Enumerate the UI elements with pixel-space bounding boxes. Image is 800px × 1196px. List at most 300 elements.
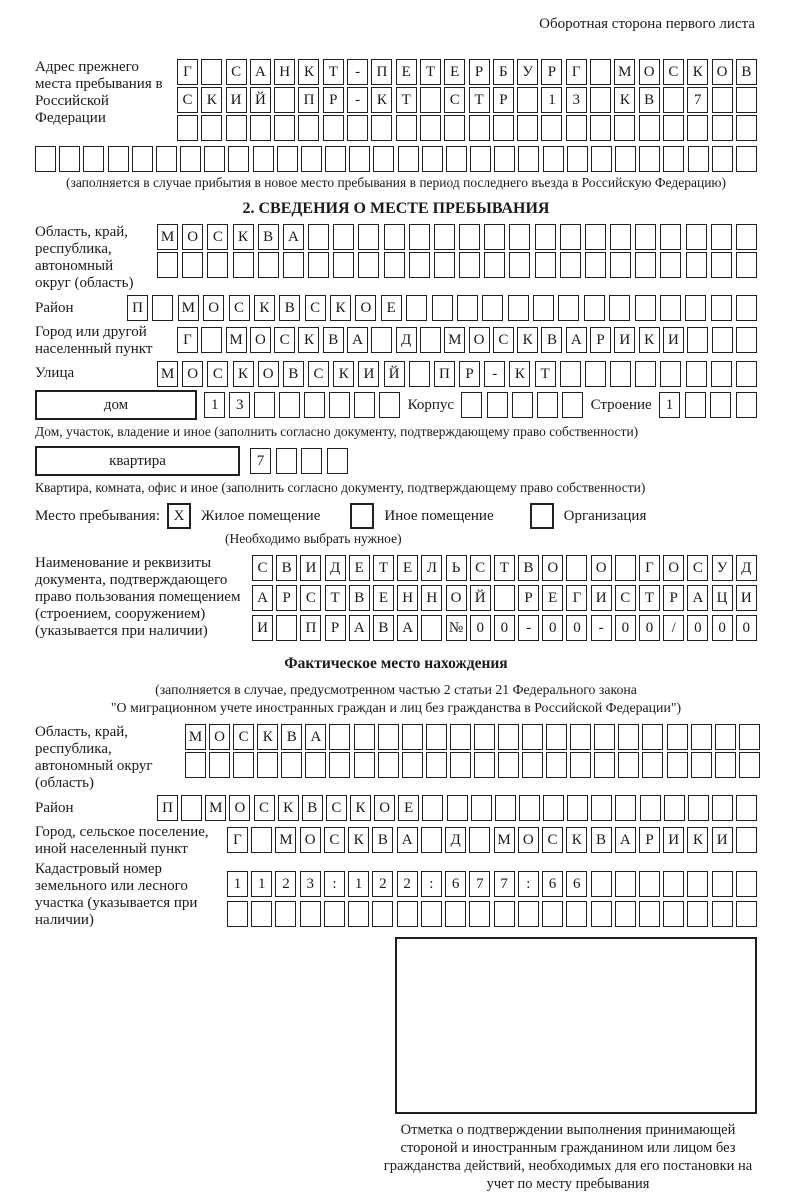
- char-cell[interactable]: [715, 752, 736, 778]
- char-cell[interactable]: К: [257, 724, 278, 750]
- char-cell[interactable]: [329, 392, 350, 418]
- char-cell[interactable]: [518, 901, 539, 927]
- char-cell[interactable]: Г: [177, 59, 198, 85]
- char-cell[interactable]: Т: [396, 87, 417, 113]
- char-cell[interactable]: [615, 901, 636, 927]
- char-cell[interactable]: Д: [736, 555, 757, 581]
- char-cell[interactable]: [274, 87, 295, 113]
- checkbox-residential[interactable]: X: [167, 503, 191, 529]
- char-cell[interactable]: [276, 615, 297, 641]
- char-cell[interactable]: [445, 901, 466, 927]
- char-cell[interactable]: [663, 87, 684, 113]
- char-cell[interactable]: [736, 795, 757, 821]
- char-cell[interactable]: №: [446, 615, 467, 641]
- char-cell[interactable]: [739, 752, 760, 778]
- char-cell[interactable]: :: [421, 871, 442, 897]
- char-cell[interactable]: [204, 146, 225, 172]
- char-cell[interactable]: [739, 724, 760, 750]
- char-cell[interactable]: [664, 795, 685, 821]
- char-cell[interactable]: [736, 252, 757, 278]
- char-cell[interactable]: Д: [445, 827, 466, 853]
- char-cell[interactable]: К: [333, 361, 354, 387]
- char-cell[interactable]: [663, 115, 684, 141]
- char-cell[interactable]: [543, 795, 564, 821]
- char-cell[interactable]: О: [229, 795, 250, 821]
- char-cell[interactable]: Т: [323, 59, 344, 85]
- char-cell[interactable]: В: [279, 295, 300, 321]
- char-cell[interactable]: [585, 224, 606, 250]
- char-cell[interactable]: [498, 752, 519, 778]
- char-cell[interactable]: [736, 827, 757, 853]
- char-cell[interactable]: [409, 224, 430, 250]
- char-cell[interactable]: [591, 871, 612, 897]
- char-cell[interactable]: [639, 146, 660, 172]
- char-cell[interactable]: Р: [663, 585, 684, 611]
- char-cell[interactable]: 7: [469, 871, 490, 897]
- char-cell[interactable]: 0: [494, 615, 515, 641]
- char-cell[interactable]: [156, 146, 177, 172]
- char-cell[interactable]: А: [252, 585, 273, 611]
- char-cell[interactable]: [420, 327, 441, 353]
- char-cell[interactable]: Е: [373, 585, 394, 611]
- char-cell[interactable]: [305, 752, 326, 778]
- char-cell[interactable]: П: [127, 295, 148, 321]
- char-cell[interactable]: [567, 795, 588, 821]
- char-cell[interactable]: 3: [566, 87, 587, 113]
- char-cell[interactable]: [233, 752, 254, 778]
- char-cell[interactable]: [371, 115, 392, 141]
- char-cell[interactable]: [711, 224, 732, 250]
- char-cell[interactable]: [251, 901, 272, 927]
- char-cell[interactable]: [570, 724, 591, 750]
- char-cell[interactable]: Р: [541, 59, 562, 85]
- char-cell[interactable]: [712, 146, 733, 172]
- char-cell[interactable]: [484, 224, 505, 250]
- char-cell[interactable]: О: [300, 827, 321, 853]
- char-cell[interactable]: [635, 295, 656, 321]
- char-cell[interactable]: [482, 295, 503, 321]
- char-cell[interactable]: [372, 901, 393, 927]
- char-cell[interactable]: 1: [659, 392, 680, 418]
- char-cell[interactable]: С: [229, 295, 250, 321]
- char-cell[interactable]: /: [663, 615, 684, 641]
- char-cell[interactable]: 0: [470, 615, 491, 641]
- char-cell[interactable]: П: [300, 615, 321, 641]
- char-cell[interactable]: С: [226, 59, 247, 85]
- char-cell[interactable]: [642, 752, 663, 778]
- char-cell[interactable]: [402, 752, 423, 778]
- char-cell[interactable]: Е: [542, 585, 563, 611]
- char-cell[interactable]: О: [469, 327, 490, 353]
- char-cell[interactable]: [276, 448, 297, 474]
- char-cell[interactable]: [233, 252, 254, 278]
- char-cell[interactable]: [533, 295, 554, 321]
- char-cell[interactable]: [324, 901, 345, 927]
- char-cell[interactable]: [323, 115, 344, 141]
- char-cell[interactable]: [591, 795, 612, 821]
- char-cell[interactable]: [509, 252, 530, 278]
- char-cell[interactable]: С: [663, 59, 684, 85]
- char-cell[interactable]: [686, 252, 707, 278]
- char-cell[interactable]: [639, 871, 660, 897]
- char-cell[interactable]: Л: [421, 555, 442, 581]
- char-cell[interactable]: [354, 724, 375, 750]
- char-cell[interactable]: А: [283, 224, 304, 250]
- char-cell[interactable]: О: [518, 827, 539, 853]
- char-cell[interactable]: [618, 752, 639, 778]
- char-cell[interactable]: [635, 252, 656, 278]
- char-cell[interactable]: [609, 295, 630, 321]
- char-cell[interactable]: [615, 555, 636, 581]
- char-cell[interactable]: М: [275, 827, 296, 853]
- char-cell[interactable]: А: [347, 327, 368, 353]
- char-cell[interactable]: 1: [348, 871, 369, 897]
- char-cell[interactable]: [610, 252, 631, 278]
- char-cell[interactable]: 1: [227, 871, 248, 897]
- char-cell[interactable]: [512, 392, 533, 418]
- char-cell[interactable]: С: [324, 827, 345, 853]
- char-cell[interactable]: [610, 224, 631, 250]
- char-cell[interactable]: [594, 752, 615, 778]
- char-cell[interactable]: -: [484, 361, 505, 387]
- char-cell[interactable]: 6: [566, 871, 587, 897]
- char-cell[interactable]: [447, 795, 468, 821]
- char-cell[interactable]: [182, 252, 203, 278]
- char-cell[interactable]: [615, 871, 636, 897]
- char-cell[interactable]: [459, 224, 480, 250]
- char-cell[interactable]: [712, 115, 733, 141]
- char-cell[interactable]: [108, 146, 129, 172]
- char-cell[interactable]: [301, 146, 322, 172]
- char-cell[interactable]: Ц: [712, 585, 733, 611]
- char-cell[interactable]: Д: [396, 327, 417, 353]
- char-cell[interactable]: [570, 752, 591, 778]
- char-cell[interactable]: 0: [687, 615, 708, 641]
- char-cell[interactable]: [251, 827, 272, 853]
- char-cell[interactable]: Р: [493, 87, 514, 113]
- char-cell[interactable]: [660, 295, 681, 321]
- char-cell[interactable]: [560, 252, 581, 278]
- char-cell[interactable]: [567, 146, 588, 172]
- char-cell[interactable]: Й: [470, 585, 491, 611]
- char-cell[interactable]: [444, 115, 465, 141]
- char-cell[interactable]: К: [233, 361, 254, 387]
- char-cell[interactable]: Е: [349, 555, 370, 581]
- char-cell[interactable]: [228, 146, 249, 172]
- char-cell[interactable]: В: [639, 87, 660, 113]
- char-cell[interactable]: [469, 827, 490, 853]
- char-cell[interactable]: [450, 724, 471, 750]
- char-cell[interactable]: В: [372, 827, 393, 853]
- char-cell[interactable]: О: [182, 224, 203, 250]
- char-cell[interactable]: Т: [469, 87, 490, 113]
- char-cell[interactable]: [642, 724, 663, 750]
- char-cell[interactable]: [470, 146, 491, 172]
- char-cell[interactable]: [358, 252, 379, 278]
- char-cell[interactable]: К: [298, 327, 319, 353]
- char-cell[interactable]: К: [348, 827, 369, 853]
- char-cell[interactable]: [254, 392, 275, 418]
- char-cell[interactable]: 2: [275, 871, 296, 897]
- char-cell[interactable]: [517, 115, 538, 141]
- char-cell[interactable]: [409, 361, 430, 387]
- char-cell[interactable]: [517, 87, 538, 113]
- char-cell[interactable]: 6: [542, 871, 563, 897]
- char-cell[interactable]: [711, 252, 732, 278]
- char-cell[interactable]: [736, 392, 757, 418]
- char-cell[interactable]: [498, 724, 519, 750]
- char-cell[interactable]: [736, 295, 757, 321]
- char-cell[interactable]: [59, 146, 80, 172]
- char-cell[interactable]: [354, 392, 375, 418]
- char-cell[interactable]: О: [446, 585, 467, 611]
- char-cell[interactable]: [275, 901, 296, 927]
- char-cell[interactable]: И: [614, 327, 635, 353]
- char-cell[interactable]: [710, 392, 731, 418]
- char-cell[interactable]: Р: [590, 327, 611, 353]
- char-cell[interactable]: М: [185, 724, 206, 750]
- char-cell[interactable]: 7: [687, 87, 708, 113]
- char-cell[interactable]: К: [350, 795, 371, 821]
- char-cell[interactable]: Н: [397, 585, 418, 611]
- char-cell[interactable]: [398, 146, 419, 172]
- char-cell[interactable]: И: [712, 827, 733, 853]
- char-cell[interactable]: В: [276, 555, 297, 581]
- char-cell[interactable]: [660, 361, 681, 387]
- char-cell[interactable]: [185, 752, 206, 778]
- char-cell[interactable]: [402, 724, 423, 750]
- char-cell[interactable]: А: [397, 827, 418, 853]
- char-cell[interactable]: [522, 752, 543, 778]
- char-cell[interactable]: [426, 724, 447, 750]
- char-cell[interactable]: И: [591, 585, 612, 611]
- char-cell[interactable]: И: [252, 615, 273, 641]
- char-cell[interactable]: [329, 724, 350, 750]
- char-cell[interactable]: К: [371, 87, 392, 113]
- char-cell[interactable]: О: [209, 724, 230, 750]
- char-cell[interactable]: К: [566, 827, 587, 853]
- char-cell[interactable]: [736, 115, 757, 141]
- char-cell[interactable]: [635, 361, 656, 387]
- char-cell[interactable]: [660, 252, 681, 278]
- char-cell[interactable]: А: [687, 585, 708, 611]
- char-cell[interactable]: 7: [494, 871, 515, 897]
- char-cell[interactable]: К: [330, 295, 351, 321]
- char-cell[interactable]: [421, 827, 442, 853]
- checkbox-other-premises[interactable]: [350, 503, 374, 529]
- char-cell[interactable]: [434, 252, 455, 278]
- char-cell[interactable]: Б: [493, 59, 514, 85]
- char-cell[interactable]: [685, 295, 706, 321]
- char-cell[interactable]: [687, 115, 708, 141]
- char-cell[interactable]: [384, 252, 405, 278]
- char-cell[interactable]: О: [258, 361, 279, 387]
- checkbox-organization[interactable]: [530, 503, 554, 529]
- char-cell[interactable]: [277, 146, 298, 172]
- char-cell[interactable]: [201, 59, 222, 85]
- char-cell[interactable]: [180, 146, 201, 172]
- char-cell[interactable]: [469, 115, 490, 141]
- char-cell[interactable]: [474, 724, 495, 750]
- char-cell[interactable]: [522, 724, 543, 750]
- char-cell[interactable]: [301, 448, 322, 474]
- char-cell[interactable]: [584, 295, 605, 321]
- char-cell[interactable]: [691, 752, 712, 778]
- char-cell[interactable]: [308, 224, 329, 250]
- char-cell[interactable]: [279, 392, 300, 418]
- char-cell[interactable]: А: [615, 827, 636, 853]
- char-cell[interactable]: [663, 901, 684, 927]
- char-cell[interactable]: [384, 224, 405, 250]
- char-cell[interactable]: [494, 146, 515, 172]
- char-cell[interactable]: С: [542, 827, 563, 853]
- char-cell[interactable]: [639, 901, 660, 927]
- char-cell[interactable]: [474, 752, 495, 778]
- char-cell[interactable]: М: [444, 327, 465, 353]
- char-cell[interactable]: [298, 115, 319, 141]
- char-cell[interactable]: [712, 871, 733, 897]
- char-cell[interactable]: [715, 724, 736, 750]
- char-cell[interactable]: К: [278, 795, 299, 821]
- char-cell[interactable]: [308, 252, 329, 278]
- char-cell[interactable]: 7: [250, 448, 271, 474]
- char-cell[interactable]: [590, 115, 611, 141]
- char-cell[interactable]: И: [663, 327, 684, 353]
- char-cell[interactable]: [349, 146, 370, 172]
- char-cell[interactable]: [469, 901, 490, 927]
- char-cell[interactable]: Е: [397, 555, 418, 581]
- char-cell[interactable]: [283, 252, 304, 278]
- char-cell[interactable]: [615, 146, 636, 172]
- char-cell[interactable]: [518, 146, 539, 172]
- char-cell[interactable]: В: [518, 555, 539, 581]
- char-cell[interactable]: [157, 252, 178, 278]
- char-cell[interactable]: [354, 752, 375, 778]
- char-cell[interactable]: 2: [372, 871, 393, 897]
- char-cell[interactable]: И: [663, 827, 684, 853]
- char-cell[interactable]: [227, 901, 248, 927]
- char-cell[interactable]: К: [254, 295, 275, 321]
- char-cell[interactable]: В: [349, 585, 370, 611]
- char-cell[interactable]: [373, 146, 394, 172]
- char-cell[interactable]: 1: [204, 392, 225, 418]
- char-cell[interactable]: [421, 615, 442, 641]
- char-cell[interactable]: -: [347, 59, 368, 85]
- char-cell[interactable]: М: [494, 827, 515, 853]
- char-cell[interactable]: Р: [639, 827, 660, 853]
- char-cell[interactable]: [450, 752, 471, 778]
- char-cell[interactable]: [422, 795, 443, 821]
- char-cell[interactable]: [493, 115, 514, 141]
- char-cell[interactable]: [35, 146, 56, 172]
- char-cell[interactable]: [591, 146, 612, 172]
- char-cell[interactable]: [422, 146, 443, 172]
- char-cell[interactable]: Е: [398, 795, 419, 821]
- char-cell[interactable]: 0: [712, 615, 733, 641]
- char-cell[interactable]: [461, 392, 482, 418]
- char-cell[interactable]: [274, 115, 295, 141]
- char-cell[interactable]: К: [687, 59, 708, 85]
- char-cell[interactable]: А: [566, 327, 587, 353]
- char-cell[interactable]: [687, 901, 708, 927]
- char-cell[interactable]: Г: [566, 585, 587, 611]
- char-cell[interactable]: [736, 87, 757, 113]
- char-cell[interactable]: [379, 392, 400, 418]
- char-cell[interactable]: [396, 115, 417, 141]
- char-cell[interactable]: [663, 146, 684, 172]
- char-cell[interactable]: С: [305, 295, 326, 321]
- char-cell[interactable]: [484, 252, 505, 278]
- char-cell[interactable]: [541, 115, 562, 141]
- char-cell[interactable]: Т: [535, 361, 556, 387]
- char-cell[interactable]: С: [254, 795, 275, 821]
- char-cell[interactable]: 6: [445, 871, 466, 897]
- char-cell[interactable]: 3: [229, 392, 250, 418]
- char-cell[interactable]: В: [281, 724, 302, 750]
- char-cell[interactable]: Т: [325, 585, 346, 611]
- char-cell[interactable]: А: [305, 724, 326, 750]
- char-cell[interactable]: Д: [325, 555, 346, 581]
- char-cell[interactable]: С: [207, 224, 228, 250]
- char-cell[interactable]: Р: [469, 59, 490, 85]
- char-cell[interactable]: [487, 392, 508, 418]
- char-cell[interactable]: О: [663, 555, 684, 581]
- char-cell[interactable]: [558, 295, 579, 321]
- char-cell[interactable]: В: [302, 795, 323, 821]
- char-cell[interactable]: [615, 795, 636, 821]
- char-cell[interactable]: -: [518, 615, 539, 641]
- char-cell[interactable]: М: [226, 327, 247, 353]
- char-cell[interactable]: [426, 752, 447, 778]
- char-cell[interactable]: [736, 146, 757, 172]
- char-cell[interactable]: О: [639, 59, 660, 85]
- char-cell[interactable]: М: [614, 59, 635, 85]
- char-cell[interactable]: [358, 224, 379, 250]
- char-cell[interactable]: [304, 392, 325, 418]
- char-cell[interactable]: У: [712, 555, 733, 581]
- char-cell[interactable]: В: [541, 327, 562, 353]
- char-cell[interactable]: [333, 252, 354, 278]
- char-cell[interactable]: [201, 115, 222, 141]
- char-cell[interactable]: С: [470, 555, 491, 581]
- char-cell[interactable]: [494, 585, 515, 611]
- char-cell[interactable]: [432, 295, 453, 321]
- char-cell[interactable]: [736, 224, 757, 250]
- char-cell[interactable]: Н: [421, 585, 442, 611]
- char-cell[interactable]: П: [371, 59, 392, 85]
- char-cell[interactable]: [333, 224, 354, 250]
- char-cell[interactable]: [590, 87, 611, 113]
- char-cell[interactable]: А: [397, 615, 418, 641]
- char-cell[interactable]: В: [283, 361, 304, 387]
- char-cell[interactable]: [585, 252, 606, 278]
- char-cell[interactable]: О: [542, 555, 563, 581]
- char-cell[interactable]: Г: [227, 827, 248, 853]
- char-cell[interactable]: [688, 146, 709, 172]
- char-cell[interactable]: Г: [639, 555, 660, 581]
- char-cell[interactable]: В: [323, 327, 344, 353]
- char-cell[interactable]: Н: [274, 59, 295, 85]
- char-cell[interactable]: [712, 87, 733, 113]
- char-cell[interactable]: [535, 252, 556, 278]
- char-cell[interactable]: К: [517, 327, 538, 353]
- char-cell[interactable]: [378, 724, 399, 750]
- char-cell[interactable]: С: [207, 361, 228, 387]
- char-cell[interactable]: О: [203, 295, 224, 321]
- char-cell[interactable]: [327, 448, 348, 474]
- char-cell[interactable]: [667, 724, 688, 750]
- char-cell[interactable]: 0: [639, 615, 660, 641]
